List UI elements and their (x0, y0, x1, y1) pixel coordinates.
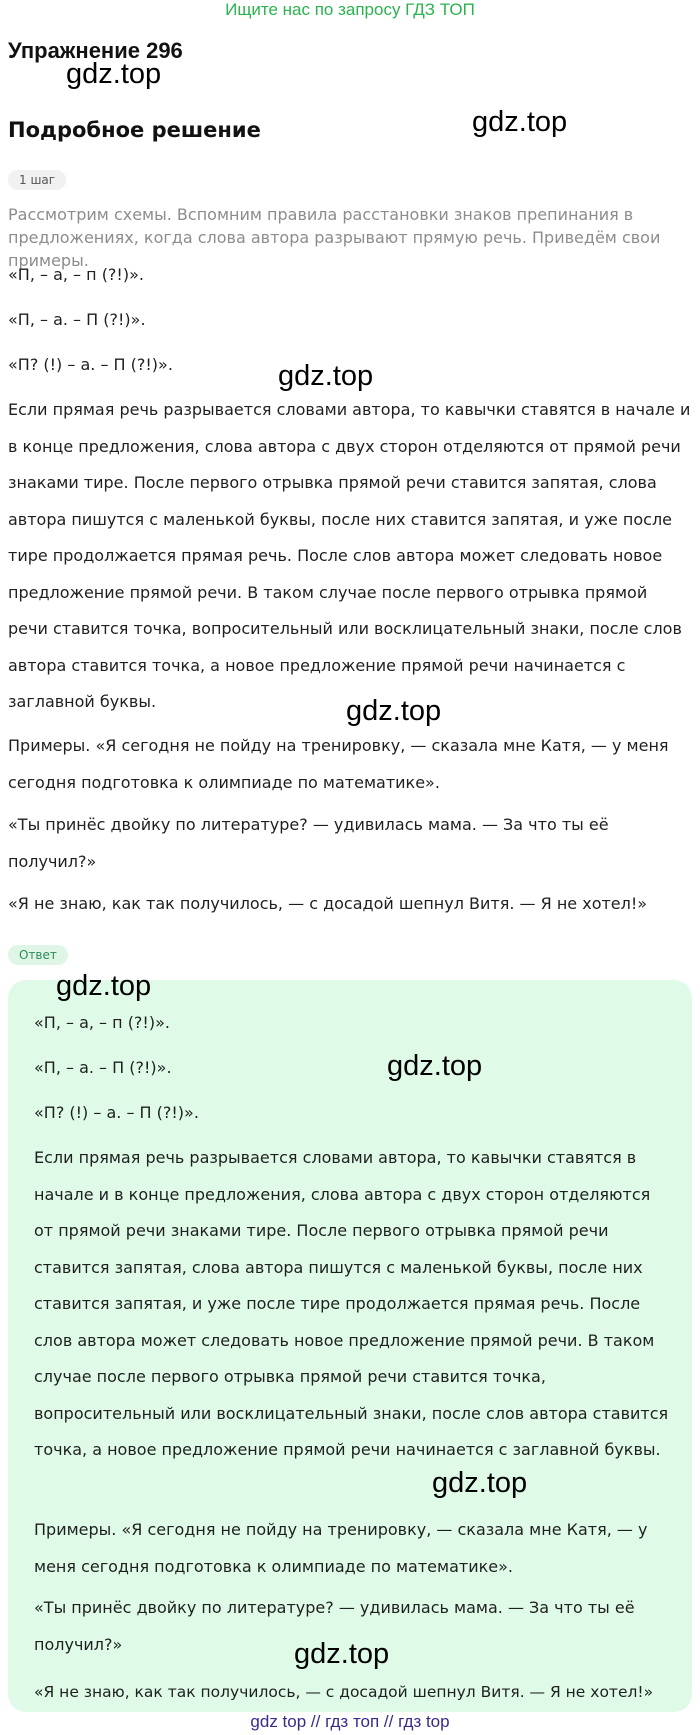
solution-example: «Ты принёс двойку по литературе? — удивилась мама. — За что ты её получил?» (8, 815, 609, 871)
answer-badge: Ответ (8, 945, 68, 965)
answer-scheme-line: «П, – а, – п (?!)». (34, 1013, 170, 1032)
footer-links[interactable]: gdz top // гдз топ // гдз top (250, 1712, 450, 1731)
solution-intro: Рассмотрим схемы. Вспомним правила расстановки знаков препинания в предложениях, когда слова автора разрывают прямую речь. Приведём свои примеры. (8, 205, 661, 270)
watermark: gdz.top (387, 1050, 483, 1082)
exercise-title: Упражнение 296 (8, 38, 183, 63)
solution-example: Примеры. «Я сегодня не пойду на тренировку, — сказала мне Катя, — у меня сегодня подготовка к олимпиаде по математике». (8, 736, 669, 792)
watermark: gdz.top (56, 970, 152, 1002)
answer-scheme-line: «П, – а. – П (?!)». (34, 1058, 172, 1077)
step-badge: 1 шаг (8, 170, 66, 190)
watermark: gdz.top (294, 1638, 390, 1670)
solution-title: Подробное решение (8, 118, 261, 142)
watermark: gdz.top (66, 58, 162, 90)
answer-scheme-line: «П? (!) – а. – П (?!)». (34, 1103, 199, 1122)
answer-rule: Если прямая речь разрывается словами автора, то кавычки ставятся в начале и в конце предложения, слова автора с двух сторон отделяются от прямой речи знаками тире. После первого отрывка прямой речи ставится запятая, слова автора пишутся с маленькой буквы, после них ставится запятая, и уже после тире продолжается прямая речь. После слов автора может следовать новое предложение прямой речи. В таком случае после первого отрывка прямой речи ставится точка, вопросительный или восклицательный знаки, после слов автора ставится точка, а новое предложение прямой речи начинается с заглавной буквы. (34, 1148, 669, 1459)
search-hint-link[interactable]: Ищите нас по запросу ГДЗ ТОП (225, 0, 475, 19)
watermark: gdz.top (278, 360, 374, 392)
scheme-line: «П, – а, – п (?!)». (8, 265, 144, 284)
answer-example: Примеры. «Я сегодня не пойду на тренировку, — сказала мне Катя, — у меня сегодня подготовка к олимпиаде по математике». (34, 1520, 648, 1576)
answer-example: «Ты принёс двойку по литературе? — удивилась мама. — За что ты её получил?» (34, 1598, 635, 1654)
solution-example: «Я не знаю, как так получилось, — с досадой шепнул Витя. — Я не хотел!» (8, 894, 648, 913)
answer-example: «Я не знаю, как так получилось, — с досадой шепнул Витя. — Я не хотел!» (34, 1683, 654, 1701)
watermark: gdz.top (432, 1467, 528, 1499)
scheme-line: «П, – а. – П (?!)». (8, 310, 146, 329)
scheme-line: «П? (!) – а. – П (?!)». (8, 355, 173, 374)
solution-rule: Если прямая речь разрывается словами автора, то кавычки ставятся в начале и в конце предложения, слова автора с двух сторон отделяются от прямой речи знаками тире. После первого отрывка прямой речи ставится запятая, слова автора пишутся с маленькой буквы, после них ставится запятая, и уже после тире продолжается прямая речь. После слов автора может следовать новое предложение прямой речи. В таком случае после первого отрывка прямой речи ставится точка, вопросительный или восклицательный знаки, после слов автора ставится точка, а новое предложение прямой речи начинается с заглавной буквы. (8, 400, 691, 711)
watermark: gdz.top (472, 106, 568, 138)
watermark: gdz.top (346, 695, 442, 727)
